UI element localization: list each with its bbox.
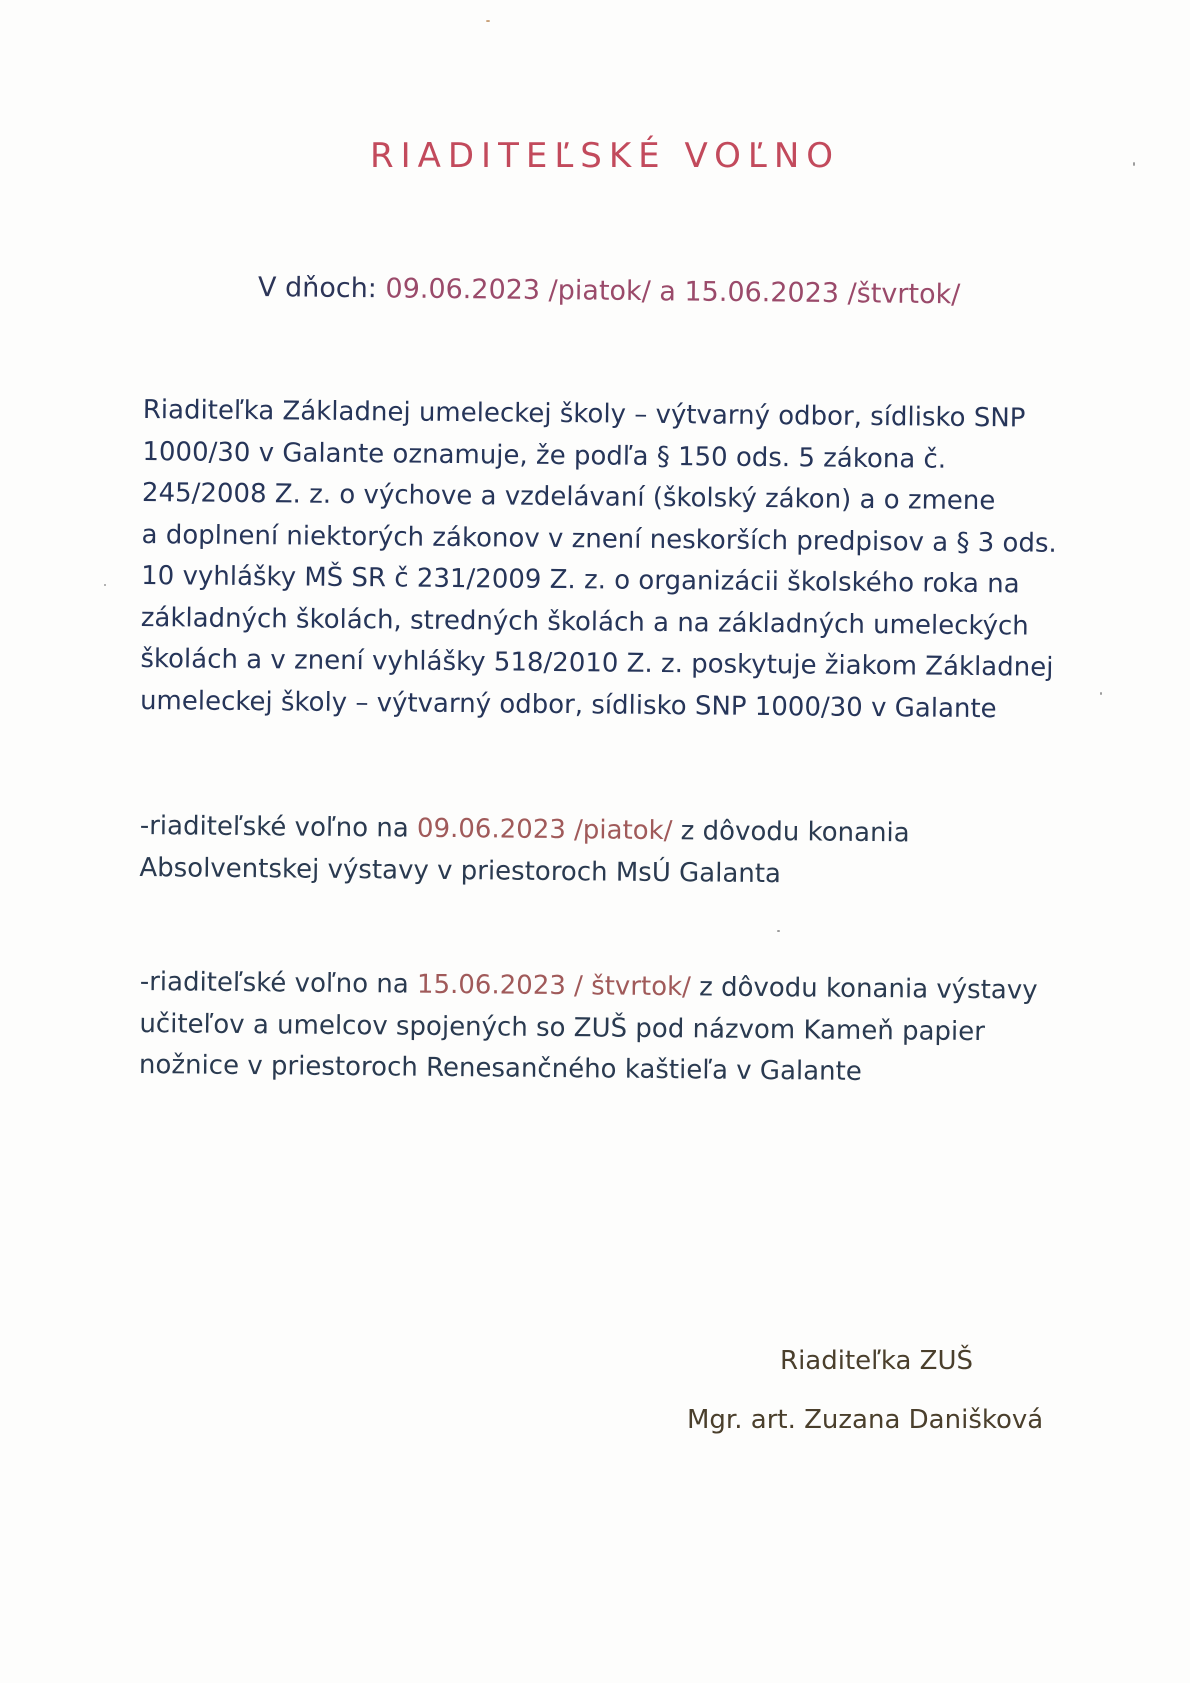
- announcement-paragraph: [140, 390, 1073, 731]
- paragraph-line: 245/2008 Z. z. o výchove a vzdelávaní (školský zákon) a o zmene: [141, 477, 996, 517]
- item-date: 09.06.2023 /piatok/: [416, 813, 673, 847]
- paragraph-line: školách a v znení vyhlášky 518/2010 Z. z. poskytuje žiakom Základnej: [140, 643, 1054, 683]
- item-first-line: [140, 806, 910, 855]
- item-line: Absolventskej výstavy v priestoroch MsÚ Galanta: [139, 852, 782, 889]
- item-suffix: z dôvodu konania výstavy: [690, 972, 1038, 1006]
- scan-speck: [486, 20, 490, 22]
- document-title: RIADITEĽSKÉ VOĽNO: [369, 136, 841, 176]
- item-prefix: -riaditeľské voľno na: [139, 810, 418, 844]
- scan-speck: [1133, 162, 1135, 166]
- dates-value: 09.06.2023 /piatok/ a 15.06.2023 /štvrtok/: [385, 273, 961, 311]
- paragraph-line: Riaditeľka Základnej umeleckej školy – výtvarný odbor, sídlisko SNP: [142, 394, 1026, 434]
- item-line: nožnice v priestoroch Renesančného kaštieľa v Galante: [138, 1049, 862, 1087]
- dates-prefix: V dňoch:: [257, 272, 378, 305]
- scan-speck: [104, 584, 106, 586]
- item-line: učiteľov a umelcov spojených so ZUŠ pod názvom Kameň papier: [139, 1008, 986, 1047]
- day-off-item-1: [139, 806, 910, 896]
- scan-speck: [1100, 692, 1102, 695]
- paragraph-line: 1000/30 v Galante oznamuje, že podľa § 150 ods. 5 zákona č.: [142, 436, 947, 475]
- signature-role: Riaditeľka ZUŠ: [780, 1346, 974, 1376]
- paragraph-line: umeleckej školy – výtvarný odbor, sídlisko SNP 1000/30 v Galante: [139, 685, 997, 724]
- dates-line: [258, 272, 961, 310]
- paragraph-line: základných školách, stredných školách a na základných umeleckých: [140, 602, 1029, 642]
- item-date: 15.06.2023 / štvrtok/: [416, 969, 692, 1003]
- paragraph-line: 10 vyhlášky MŠ SR č 231/2009 Z. z. o organizácii školského roka na: [141, 560, 1020, 600]
- scan-speck: [777, 930, 780, 932]
- signature-name: Mgr. art. Zuzana Danišková: [687, 1405, 1044, 1435]
- item-suffix: z dôvodu konania: [672, 816, 910, 849]
- day-off-item-2: [139, 962, 1038, 1095]
- paragraph-line: a doplnení niektorých zákonov v znení neskorších predpisov a § 3 ods.: [141, 519, 1057, 559]
- item-prefix: -riaditeľské voľno na: [139, 966, 418, 1000]
